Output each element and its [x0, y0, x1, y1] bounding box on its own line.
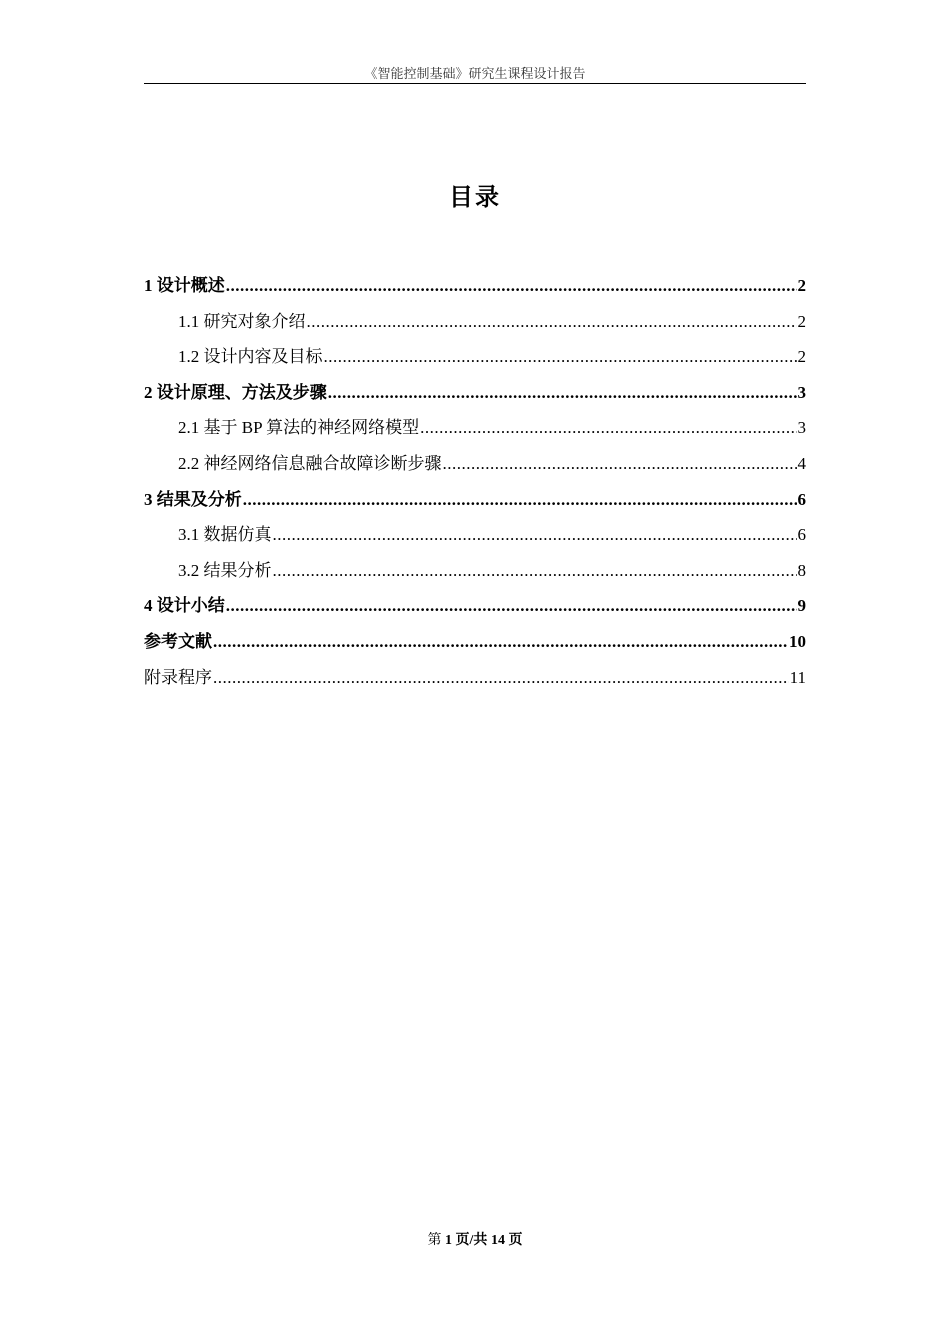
toc-entry-3[interactable]	[144, 482, 806, 518]
toc-entry-label: 1.2 设计内容及目标	[178, 347, 323, 367]
toc-entry-page: 2	[797, 311, 806, 331]
toc-entry-1[interactable]	[144, 268, 806, 304]
toc-entry-page: 6	[797, 525, 806, 545]
toc-entry-label: 参考文献	[144, 631, 212, 651]
footer-total-pages: 14	[490, 1233, 505, 1248]
page-header: 《智能控制基础》研究生课程设计报告	[364, 66, 586, 81]
toc-entry-1-2[interactable]	[144, 339, 806, 375]
toc-entry-page: 2	[797, 276, 806, 295]
toc-entry-label: 1 设计概述	[144, 276, 225, 295]
footer-suffix: 页	[504, 1233, 523, 1248]
toc-entry-page: 10	[789, 631, 806, 651]
toc-dot-leader	[273, 517, 797, 553]
toc-entry-page: 2	[797, 347, 806, 367]
toc-entry-2-1[interactable]	[144, 410, 806, 446]
toc-dot-leader	[420, 410, 796, 446]
header-rule	[144, 83, 806, 84]
toc-entry-1-1[interactable]	[144, 304, 806, 340]
toc-dot-leader	[243, 482, 797, 518]
toc-dot-leader	[213, 660, 789, 696]
toc-dot-leader	[443, 446, 797, 482]
toc-entry-3-1[interactable]	[144, 517, 806, 553]
footer-prefix: 第	[427, 1233, 446, 1248]
toc-entry-page: 6	[797, 489, 806, 509]
toc-entry-page: 4	[797, 453, 806, 473]
footer-current-page: 1	[445, 1233, 453, 1248]
toc-entry-page: 8	[797, 560, 806, 580]
toc-entry-label: 2.2 神经网络信息融合故障诊断步骤	[178, 453, 442, 473]
toc-entry-label: 2.1 基于 BP 算法的神经网络模型	[178, 418, 420, 438]
toc-entry-2[interactable]	[144, 375, 806, 411]
toc-entry-label: 附录程序	[144, 667, 212, 687]
toc-dot-leader	[324, 339, 797, 375]
toc-dot-leader	[213, 624, 788, 660]
toc-entry-label: 4 设计小结	[144, 596, 225, 616]
toc-entry-label: 3.1 数据仿真	[178, 525, 272, 545]
toc-entry-page: 11	[789, 667, 806, 687]
toc-entry-label: 2 设计原理、方法及步骤	[144, 382, 327, 402]
toc-entry-appendix[interactable]	[144, 660, 806, 696]
page-footer	[144, 1231, 806, 1251]
toc-entry-label: 3 结果及分析	[144, 489, 242, 509]
toc-dot-leader	[328, 375, 797, 411]
toc-dot-leader	[226, 268, 797, 304]
footer-middle: 页/共	[452, 1233, 491, 1248]
toc-dot-leader	[307, 304, 797, 340]
toc-entry-2-2[interactable]	[144, 446, 806, 482]
toc-entry-references[interactable]	[144, 624, 806, 660]
toc-dot-leader	[226, 588, 797, 624]
toc-entry-page: 9	[797, 596, 806, 616]
toc-entry-page: 3	[797, 418, 806, 438]
toc-entry-page: 3	[797, 382, 806, 402]
table-of-contents	[144, 268, 806, 695]
toc-entry-3-2[interactable]	[144, 553, 806, 589]
toc-entry-label: 3.2 结果分析	[178, 560, 272, 580]
toc-dot-leader	[273, 553, 797, 589]
toc-entry-4[interactable]	[144, 588, 806, 624]
toc-entry-label: 1.1 研究对象介绍	[178, 311, 306, 331]
toc-title: 目录	[449, 185, 501, 211]
